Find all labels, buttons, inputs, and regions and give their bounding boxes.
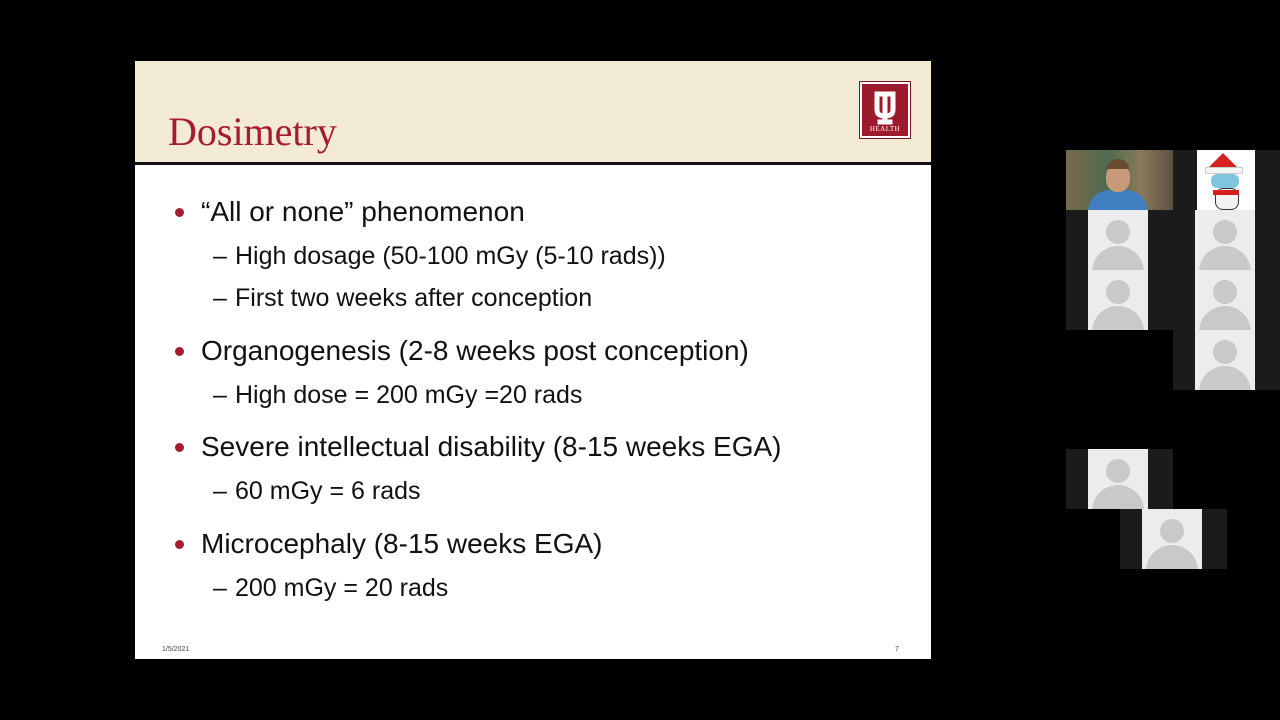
participant-tile[interactable]	[1066, 210, 1173, 270]
participant-tile[interactable]	[1066, 270, 1173, 330]
bullet-icon	[175, 443, 184, 452]
presentation-slide	[135, 61, 931, 659]
person-placeholder-icon	[1195, 330, 1255, 390]
person-placeholder-icon	[1088, 270, 1148, 330]
bullet-item: Organogenesis (2-8 weeks post conception)	[201, 335, 749, 366]
slide-page-number: 7	[895, 646, 899, 653]
participant-tile[interactable]	[1120, 509, 1227, 569]
participant-video-snoopy[interactable]	[1173, 150, 1280, 210]
bullet-item: Severe intellectual disability (8-15 weeks EGA)	[201, 431, 782, 462]
sub-bullet-text: 60 mGy = 6 rads	[235, 477, 421, 505]
bullet-icon	[175, 208, 184, 217]
sub-bullet-text: First two weeks after conception	[235, 284, 593, 312]
sub-bullet-item: – High dosage (50-100 mGy (5-10 rads))	[213, 242, 666, 270]
sub-bullet-item: – 60 mGy = 6 rads	[213, 477, 421, 505]
participant-video-presenter[interactable]	[1066, 150, 1173, 210]
snoopy-avatar-icon	[1197, 150, 1255, 210]
sub-bullet-text: High dosage (50-100 mGy (5-10 rads))	[235, 242, 666, 270]
participant-tile[interactable]	[1173, 270, 1280, 330]
bullet-item: “All or none” phenomenon	[201, 196, 525, 227]
sub-bullet-item: – First two weeks after conception	[213, 284, 593, 312]
person-placeholder-icon	[1195, 270, 1255, 330]
sub-bullet-item: – 200 mGy = 20 rads	[213, 574, 449, 602]
sub-bullet-text: 200 mGy = 20 rads	[235, 574, 449, 602]
trident-icon	[862, 88, 908, 128]
bullet-icon	[175, 347, 184, 356]
slide-title: Dosimetry	[168, 109, 337, 154]
bullet-item: Microcephaly (8-15 weeks EGA)	[201, 528, 603, 559]
person-placeholder-icon	[1088, 449, 1148, 509]
bullet-icon	[175, 540, 184, 549]
sub-bullet-item: – High dose = 200 mGy =20 rads	[213, 381, 583, 409]
iu-health-logo	[860, 82, 910, 138]
logo-text: HEALTH	[869, 125, 901, 133]
person-placeholder-icon	[1142, 509, 1202, 569]
slide-footer-date: 1/5/2021	[162, 646, 190, 653]
participant-tile[interactable]	[1066, 449, 1173, 509]
participant-tile[interactable]	[1173, 330, 1280, 390]
sub-bullet-text: High dose = 200 mGy =20 rads	[235, 381, 583, 409]
slide-header	[135, 61, 931, 165]
face-mask-icon	[1211, 174, 1239, 188]
participant-tile[interactable]	[1173, 210, 1280, 270]
person-placeholder-icon	[1195, 210, 1255, 270]
person-placeholder-icon	[1088, 210, 1148, 270]
